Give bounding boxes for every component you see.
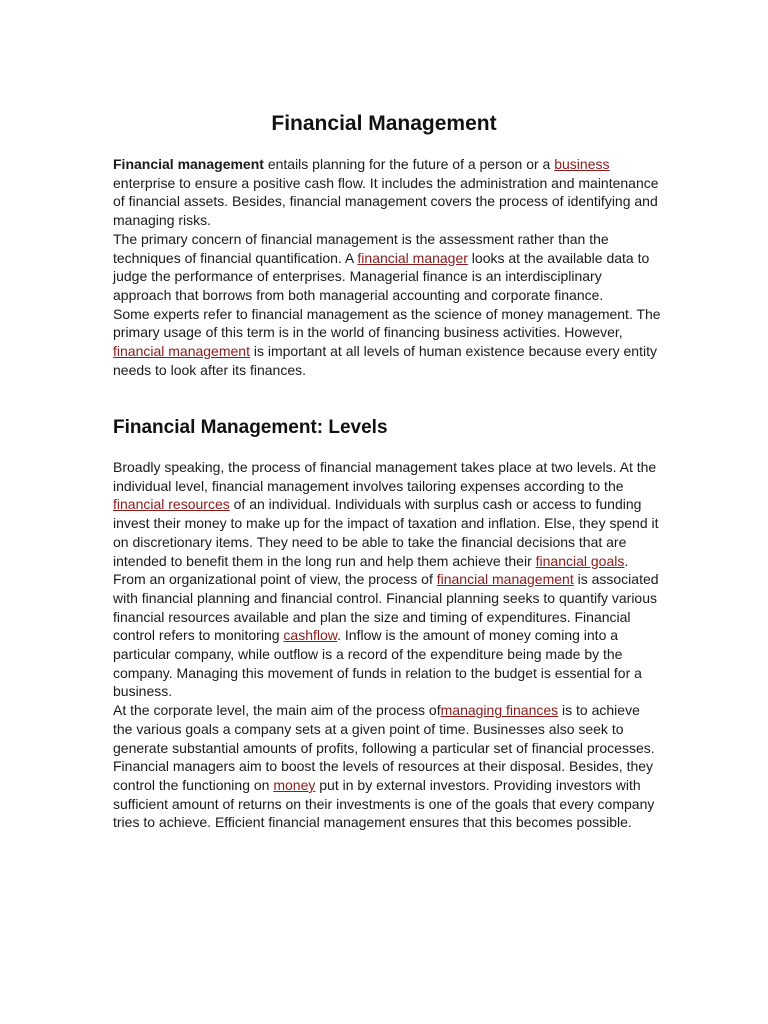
- intro-paragraph-3: [113, 305, 663, 380]
- link-financial-resources[interactable]: financial resources: [113, 496, 230, 513]
- levels-p4-text-1: Financial managers aim to boost the levels of resources at their disposal. Besides, they control the functioning on: [113, 758, 654, 793]
- levels-p1-text-1: Broadly speaking, the process of financial management takes place at two levels. At the individual level, financial management involves tailoring expenses according to the: [113, 459, 657, 494]
- levels-p3-text-1: At the corporate level, the main aim of the process of: [113, 702, 441, 719]
- levels-paragraph-2: [113, 570, 663, 701]
- intro-paragraph-2: [113, 230, 663, 305]
- link-business[interactable]: business: [554, 156, 610, 172]
- link-managing-finances[interactable]: managing finances: [440, 702, 559, 719]
- link-financial-management-2[interactable]: financial management: [436, 571, 574, 588]
- intro-p2-text-1: The primary concern of financial management is the assessment rather than the techniques of financial quantification. A: [113, 230, 609, 266]
- intro-p3-text-1: Some experts refer to financial management as the science of money management. The primary usage of this term is in the world of financing business activities. However,: [113, 305, 661, 341]
- levels-p1-text-3: .: [624, 552, 629, 569]
- levels-paragraph-4: [113, 757, 663, 832]
- levels-p1-text-2: of an individual. Individuals with surplus cash or access to funding invest their money to make up for the impact of taxation and inflation. Else, they spend it on discretionary items. They need to be able to take the financial decisions that are intended to benefit them in the long run and help them achieve their: [113, 496, 659, 569]
- levels-section: [113, 458, 663, 832]
- levels-p4-text-2: put in by external investors. Providing investors with sufficient amount of returns on their investments is one of the goals that every company tries to achieve. Efficient financial management ensures that this becomes possible.: [113, 776, 655, 831]
- link-financial-manager[interactable]: financial manager: [357, 249, 468, 266]
- intro-lead-term: Financial management: [113, 156, 264, 172]
- levels-p3-text-2: is to achieve the various goals a company sets at a given point of time. Businesses also seek to generate substantial amounts of profits, following a particular set of financial processes.: [113, 702, 655, 756]
- intro-p1-text-2: enterprise to ensure a positive cash flow. It includes the administration and maintenance of financial assets. Besides, financial management covers the process of identifying and managing risks.: [113, 174, 659, 229]
- levels-p2-text-3: . Inflow is the amount of money coming into a particular company, while outflow is a record of the expenditure being made by the company. Managing this movement of funds in relation to the budget is essential for a business.: [113, 627, 642, 700]
- intro-p2-text-2: looks at the available data to judge the performance of enterprises. Managerial finance is an interdisciplinary approach that borrows from both managerial accounting and corporate finance.: [113, 249, 650, 303]
- levels-paragraph-3: [113, 701, 663, 757]
- levels-heading: Financial Management: Levels: [113, 417, 388, 438]
- levels-p2-text-1: From an organizational point of view, the process of: [113, 571, 437, 588]
- document-title: Financial Management: [271, 112, 497, 135]
- link-financial-management[interactable]: financial management: [113, 343, 250, 360]
- link-financial-goals[interactable]: financial goals: [535, 552, 625, 569]
- levels-p2-text-2: is associated with financial planning and financial control. Financial planning seeks to quantify various financial resources available and plan the size and timing of expenditures. Financial control refers to monitoring: [113, 571, 659, 644]
- intro-p1-text-1: entails planning for the future of a person or a: [263, 156, 555, 172]
- link-cashflow[interactable]: cashflow: [283, 627, 338, 644]
- levels-paragraph-1: [113, 458, 663, 570]
- intro-paragraph-1: [113, 155, 663, 230]
- intro-section: [113, 155, 663, 379]
- link-money[interactable]: money: [273, 776, 316, 793]
- intro-p3-text-2: is important at all levels of human existence because every entity needs to look after its finances.: [113, 343, 657, 378]
